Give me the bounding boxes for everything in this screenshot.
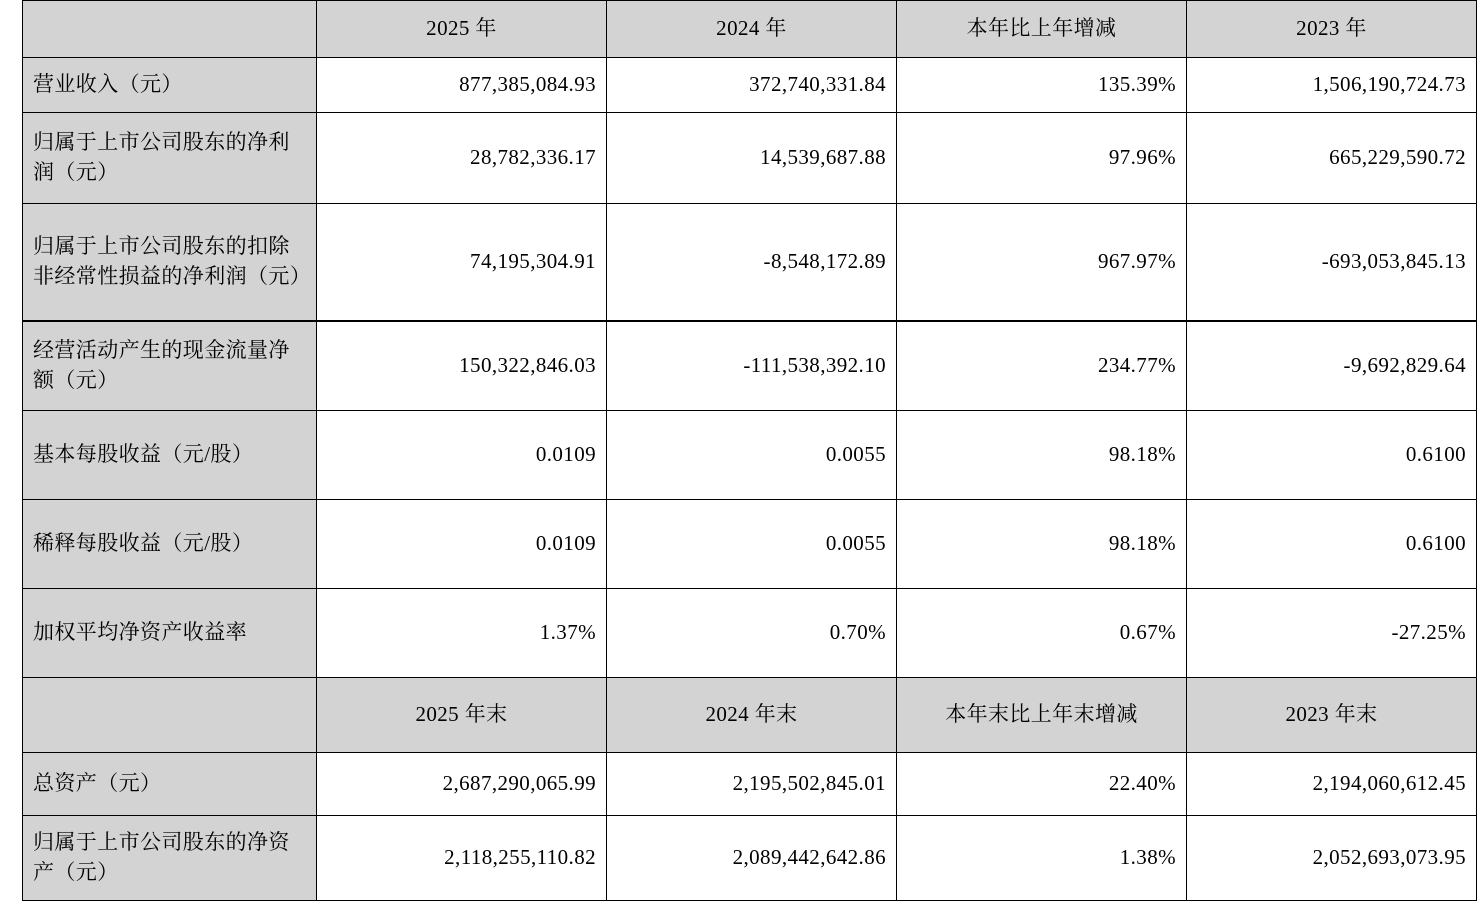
- table-header-row-period-end: [23, 678, 1477, 753]
- row-label-net-assets: 归属于上市公司股东的净资产（元）: [23, 816, 317, 901]
- cell-total-assets-change: 22.40%: [897, 753, 1187, 816]
- cell-diluted-eps-2024: 0.0055: [607, 500, 897, 589]
- cell-net-profit-change: 97.96%: [897, 113, 1187, 204]
- table-row: [23, 58, 1477, 113]
- cell-net-assets-change: 1.38%: [897, 816, 1187, 901]
- header-year-end-change: 本年末比上年末增减: [897, 678, 1187, 753]
- cell-basic-eps-2023: 0.6100: [1187, 411, 1477, 500]
- cell-net-assets-2024: 2,089,442,642.86: [607, 816, 897, 901]
- table-row: [23, 113, 1477, 204]
- table-row: [23, 816, 1477, 901]
- cell-diluted-eps-2025: 0.0109: [317, 500, 607, 589]
- cell-basic-eps-2025: 0.0109: [317, 411, 607, 500]
- cell-operating-cash-flow-2024: -111,538,392.10: [607, 321, 897, 411]
- cell-revenue-change: 135.39%: [897, 58, 1187, 113]
- cell-net-assets-2023: 2,052,693,073.95: [1187, 816, 1477, 901]
- cell-revenue-2023: 1,506,190,724.73: [1187, 58, 1477, 113]
- cell-revenue-2024: 372,740,331.84: [607, 58, 897, 113]
- cell-net-profit-excl-2023: -693,053,845.13: [1187, 204, 1477, 322]
- cell-diluted-eps-2023: 0.6100: [1187, 500, 1477, 589]
- header-2023-year-end: 2023 年末: [1187, 678, 1477, 753]
- header-2025: 2025 年: [317, 1, 607, 58]
- row-label-basic-eps: 基本每股收益（元/股）: [23, 411, 317, 500]
- financial-summary-table: [22, 0, 1477, 901]
- cell-operating-cash-flow-2025: 150,322,846.03: [317, 321, 607, 411]
- table-row: [23, 500, 1477, 589]
- header-corner-blank: [23, 1, 317, 58]
- cell-net-profit-2025: 28,782,336.17: [317, 113, 607, 204]
- cell-net-profit-excl-2025: 74,195,304.91: [317, 204, 607, 322]
- row-label-net-profit-excl-nonrecurring: 归属于上市公司股东的扣除非经常性损益的净利润（元）: [23, 204, 317, 322]
- header-2025-year-end: 2025 年末: [317, 678, 607, 753]
- table-row: [23, 411, 1477, 500]
- cell-net-profit-excl-2024: -8,548,172.89: [607, 204, 897, 322]
- cell-weighted-roe-2023: -27.25%: [1187, 589, 1477, 678]
- cell-diluted-eps-change: 98.18%: [897, 500, 1187, 589]
- row-label-operating-cash-flow: 经营活动产生的现金流量净额（元）: [23, 321, 317, 411]
- cell-net-profit-2024: 14,539,687.88: [607, 113, 897, 204]
- cell-total-assets-2024: 2,195,502,845.01: [607, 753, 897, 816]
- header-2024: 2024 年: [607, 1, 897, 58]
- header-yoy-change: 本年比上年增减: [897, 1, 1187, 58]
- cell-weighted-roe-change: 0.67%: [897, 589, 1187, 678]
- table-header-row-year: [23, 1, 1477, 58]
- cell-total-assets-2023: 2,194,060,612.45: [1187, 753, 1477, 816]
- row-label-weighted-roe: 加权平均净资产收益率: [23, 589, 317, 678]
- row-label-diluted-eps: 稀释每股收益（元/股）: [23, 500, 317, 589]
- cell-net-assets-2025: 2,118,255,110.82: [317, 816, 607, 901]
- cell-basic-eps-change: 98.18%: [897, 411, 1187, 500]
- cell-total-assets-2025: 2,687,290,065.99: [317, 753, 607, 816]
- table-row: [23, 753, 1477, 816]
- row-label-net-profit: 归属于上市公司股东的净利润（元）: [23, 113, 317, 204]
- cell-operating-cash-flow-change: 234.77%: [897, 321, 1187, 411]
- cell-weighted-roe-2024: 0.70%: [607, 589, 897, 678]
- table-row: [23, 589, 1477, 678]
- table-row: [23, 204, 1477, 322]
- cell-net-profit-2023: 665,229,590.72: [1187, 113, 1477, 204]
- cell-operating-cash-flow-2023: -9,692,829.64: [1187, 321, 1477, 411]
- row-label-total-assets: 总资产（元）: [23, 753, 317, 816]
- cell-weighted-roe-2025: 1.37%: [317, 589, 607, 678]
- header-2024-year-end: 2024 年末: [607, 678, 897, 753]
- cell-basic-eps-2024: 0.0055: [607, 411, 897, 500]
- row-label-revenue: 营业收入（元）: [23, 58, 317, 113]
- header-2023: 2023 年: [1187, 1, 1477, 58]
- cell-net-profit-excl-change: 967.97%: [897, 204, 1187, 322]
- header-corner-blank-2: [23, 678, 317, 753]
- cell-revenue-2025: 877,385,084.93: [317, 58, 607, 113]
- table-row: [23, 321, 1477, 411]
